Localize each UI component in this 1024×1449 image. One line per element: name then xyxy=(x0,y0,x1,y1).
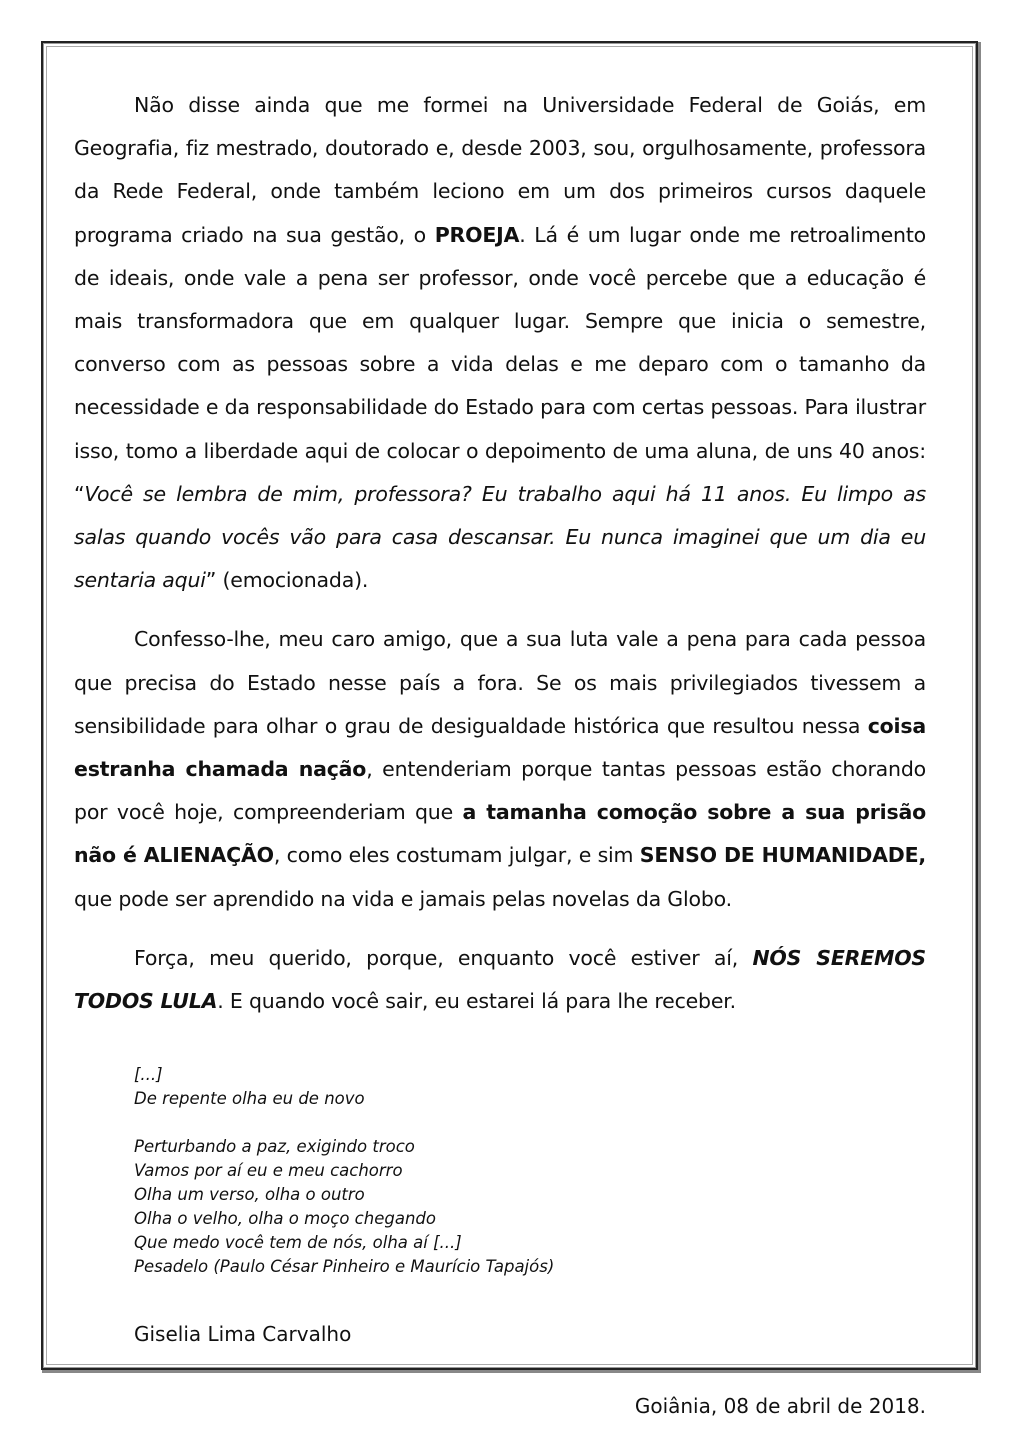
paragraph-2 xyxy=(74,618,926,920)
poem-line: De repente olha eu de novo xyxy=(134,1089,365,1109)
paragraph-1-text-a: Não disse ainda que me formei na Universidade Federal de Goiás, em Geografia, fiz mestrado, doutorado e, desde 2003, sou, orgulhosamente, professora da Rede Federal, onde também leciono em um dos primeiros cursos daquele programa criado na sua gestão, o xyxy=(74,93,926,247)
nation-emphasis: coisa estranha chamada nação xyxy=(74,713,926,782)
paragraph-1-text-e: ” (emocionada). xyxy=(205,568,369,593)
paragraph-1 xyxy=(74,84,926,602)
poem-quote xyxy=(134,1063,926,1279)
paragraph-1-text-c: . Lá é um lugar onde me retroalimento de ideais, onde vale a pena ser professor, onde você percebe que a educação é mais transformadora que em qualquer lugar. Sempre que inicia o semestre, converso com as pessoas sobre a vida delas e me deparo com o tamanho da necessidade e da responsabilidade do Estado para com certas pessoas. Para ilustrar isso, tomo a liberdade aqui de colocar o depoimento de uma aluna, de uns 40 anos: “ xyxy=(74,222,927,506)
paragraph-2-text-g: que pode ser aprendido na vida e jamais pelas novelas da Globo. xyxy=(74,886,732,911)
letter-body xyxy=(74,84,926,1421)
poem-stanza-gap xyxy=(134,1111,926,1135)
paragraph-3 xyxy=(74,937,926,1023)
poem-line: Perturbando a paz, exigindo troco xyxy=(134,1137,415,1157)
student-quote: Você se lembra de mim, professora? Eu trabalho aqui há 11 anos. Eu limpo as salas quando vocês vão para casa descansar. Eu nunca imaginei que um dia eu sentaria aqui xyxy=(74,481,926,593)
poem-line: Olha um verso, olha o outro xyxy=(134,1185,365,1205)
signature: Giselia Lima Carvalho xyxy=(134,1322,352,1347)
poem-credit: Pesadelo (Paulo César Pinheiro e Maurício Tapajós) xyxy=(134,1257,555,1277)
paragraph-3-text-a: Força, meu querido, porque, enquanto você estiver aí, xyxy=(134,945,753,970)
paragraph-2-text-e: , como eles costumam julgar, e sim xyxy=(273,843,640,868)
humanity-emphasis: SENSO DE HUMANIDADE, xyxy=(639,843,927,868)
lula-emphasis: NÓS SEREMOS TODOS LULA xyxy=(74,945,926,1014)
poem-line: Que medo você tem de nós, olha aí [...] xyxy=(134,1233,462,1253)
paragraph-3-text-c: . E quando você sair, eu estarei lá para lhe receber. xyxy=(217,989,736,1014)
paragraph-2-text-c: , entenderiam porque tantas pessoas estão chorando por você hoje, compreenderiam que xyxy=(74,757,926,825)
poem-line: [...] xyxy=(134,1065,163,1085)
paragraph-2-text-a: Confesso-lhe, meu caro amigo, que a sua luta vale a pena para cada pessoa que precisa do Estado nesse país a fora. Se os mais privilegiados tivessem a sensibilidade para olhar o grau de desigualdade histórica que resultou nessa xyxy=(74,627,926,738)
poem-line: Olha o velho, olha o moço chegando xyxy=(134,1209,436,1229)
proeja-emphasis: PROEJA xyxy=(434,222,520,247)
poem-line: Vamos por aí eu e meu cachorro xyxy=(134,1161,403,1181)
alienation-emphasis: a tamanha comoção sobre a sua prisão não é ALIENAÇÃO xyxy=(74,800,926,868)
dateline: Goiânia, 08 de abril de 2018. xyxy=(634,1394,926,1419)
